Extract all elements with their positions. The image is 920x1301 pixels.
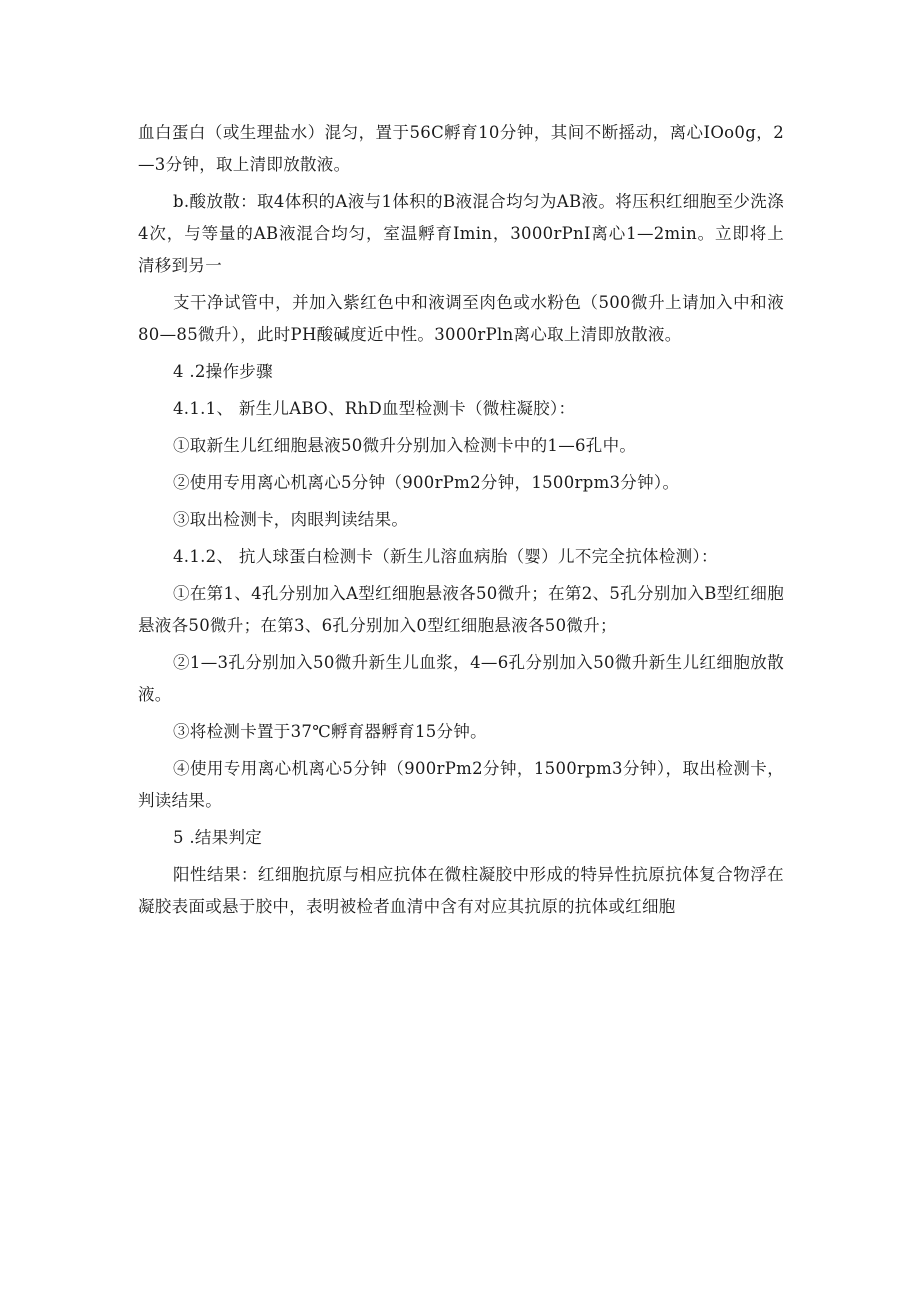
document-body (138, 117, 784, 923)
step-item: ③取出检测卡，肉眼判读结果。 (173, 510, 409, 529)
step-item: ③将检测卡置于37℃孵育器孵育15分钟。 (173, 722, 487, 741)
step-item: ②1—3孔分别加入50微升新生儿血浆，4—6孔分别加入50微升新生儿红细胞放散液。 (138, 653, 784, 704)
paragraph-neutralization: 支干净试管中，并加入紫红色中和液调至肉色或水粉色（500微升上请加入中和液80—85微升），此时PH酸碱度近中性。3000rPln离心取上清即放散液。 (138, 293, 784, 344)
step-item: ④使用专用离心机离心5分钟（900rPm2分钟，1500rpm3分钟），取出检测卡，判读结果。 (138, 759, 784, 810)
paragraph-acid-elution: b.酸放散：取4体积的A液与1体积的B液混合均匀为AB液。将压积红细胞至少洗涤4次，与等量的AB液混合均匀，室温孵育Imin，3000rPnI离心1—2min。立即将上清移到另一 (138, 192, 784, 275)
section-heading-operation-steps: 4 .2操作步骤 (173, 362, 273, 381)
paragraph-continuation: 血白蛋白（或生理盐水）混匀，置于56C孵育10分钟，其间不断摇动，离心IOo0g，2—3分钟，取上清即放散液。 (138, 123, 784, 174)
step-item: ①在第1、4孔分别加入A型红细胞悬液各50微升；在第2、5孔分别加入B型红细胞悬液各50微升；在第3、6孔分别加入0型红细胞悬液各50微升； (138, 584, 784, 635)
subsection-heading-antiglobulin-card: 4.1.2、 抗人球蛋白检测卡（新生儿溶血病胎（婴）儿不完全抗体检测）： (173, 547, 718, 566)
paragraph-positive-result: 阳性结果：红细胞抗原与相应抗体在微柱凝胶中形成的特异性抗原抗体复合物浮在凝胶表面或悬于胶中，表明被检者血清中含有对应其抗原的抗体或红细胞 (138, 865, 784, 916)
section-heading-result-judgment: 5 .结果判定 (173, 828, 263, 847)
step-item: ②使用专用离心机离心5分钟（900rPm2分钟，1500rpm3分钟）。 (173, 473, 680, 492)
subsection-heading-abo-rhd-card: 4.1.1、 新生儿ABO、RhD血型检测卡（微柱凝胶）： (173, 399, 576, 418)
step-item: ①取新生儿红细胞悬液50微升分别加入检测卡中的1—6孔中。 (173, 436, 637, 455)
